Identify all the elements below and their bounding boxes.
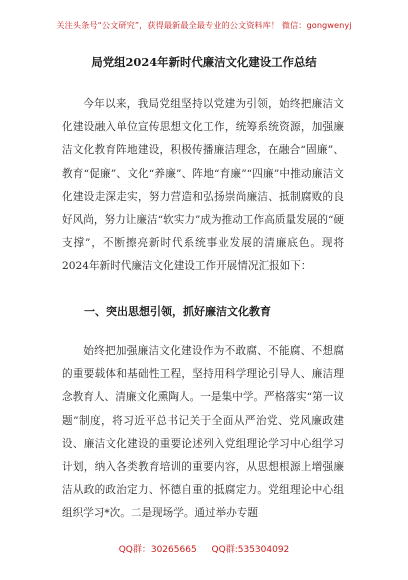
footer-qq-group-1: QQ群：30265665: [118, 545, 197, 555]
section-heading-1: 一、突出思想引领，抓好廉洁文化教育: [84, 305, 271, 318]
document-title: 局党组2024年新时代廉洁文化建设工作总结: [91, 55, 317, 69]
footer-qq-group-2: QQ群:535304092: [211, 545, 290, 555]
header-promo-note: 关注头条号“公文研究”，获得最新最全最专业的公文资料库！ 微信：gongwenyj: [56, 20, 352, 30]
section-1-paragraph: 始终把加强廉洁文化建设作为不敢腐、不能腐、不想腐的重要载体和基础性工程，坚持用科学理论引导人、廉洁理念教育人、清廉文化熏陶人。一是集中学。严格落实“第一议题”制度，将习近平总书记关于全面从严治党、党风廉政建设、廉洁文化建设的重要论述列入党组理论学习中心组学习计划，纳入各类教育培训的重要内容，从思想根源上增强廉洁从政的政治定力、怀德自重的抵腐定力。党组理论中心组组织学习*次。二是现场学。通过举办专题: [62, 345, 344, 520]
intro-paragraph: 今年以来，我局党组坚持以党建为引领，始终把廉洁文化建设融入单位宣传思想文化工作，统筹系统资源，加强廉洁文化教育阵地建设，积极传播廉洁理念，在融合“固廉”、教育“促廉”、文化“养廉”、阵地“育廉”“四廉”中推动廉洁文化建设走深走实，努力营造和弘扬崇尚廉洁、抵制腐败的良好风尚，努力让廉洁“软实力”成为推动工作高质量发展的“硬支撑”，不断擦亮新时代系统事业发展的清廉底色。现将2024年新时代廉洁文化建设工作开展情况汇报如下：: [62, 98, 344, 273]
footer-qq-groups: [0, 542, 408, 555]
